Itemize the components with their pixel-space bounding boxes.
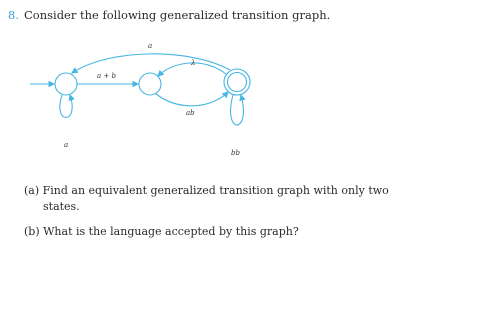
state-q1	[139, 73, 161, 95]
question-a	[24, 183, 464, 215]
problem-text: Consider the following generalized transition graph.	[23, 8, 331, 22]
question-a-line1: (a) Find an equivalent generalized transition graph with only two	[24, 184, 389, 197]
label-q0-q1: a + b	[97, 72, 116, 80]
question-b: (b) What is the language accepted by this graph?	[24, 225, 299, 238]
problem-number: 8.	[8, 8, 19, 22]
state-q0	[55, 73, 77, 95]
label-q2-loop: bb	[231, 149, 240, 157]
label-q2-q1: λ	[191, 59, 196, 67]
label-q0-loop: a	[64, 141, 69, 149]
state-q2-inner	[228, 73, 247, 92]
question-a-line2: states.	[43, 200, 80, 213]
label-q2-q0: a	[148, 42, 153, 50]
loop-q2	[231, 95, 244, 125]
label-q1-q2: ab	[186, 109, 195, 117]
edge-q1-q2	[156, 92, 228, 106]
edge-q2-q0	[72, 54, 230, 73]
loop-q0	[60, 95, 72, 118]
